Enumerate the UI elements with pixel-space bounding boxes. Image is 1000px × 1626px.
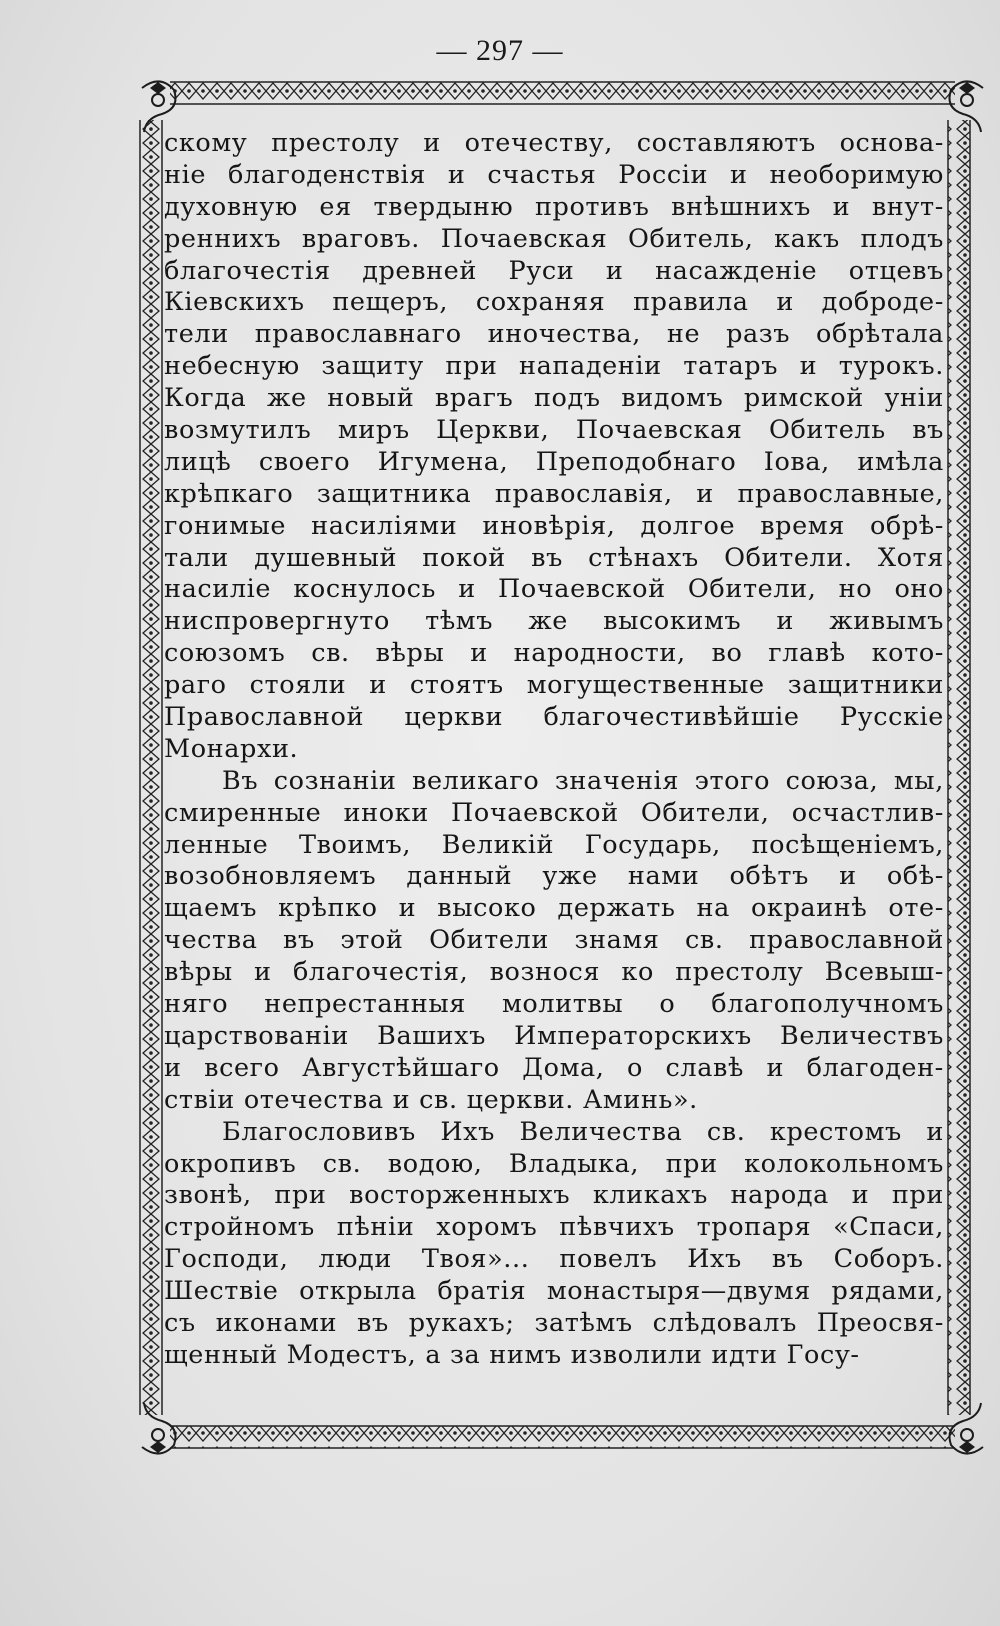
text-line: Господи, люди Твоя»... повелъ Ихъ въ Соборъ.	[164, 1244, 944, 1275]
text-line: раго стояли и стоятъ могущественные защитники	[164, 670, 944, 701]
text-line: смиренные иноки Почаевской Обители, осчастлив-	[164, 797, 944, 828]
body-text	[164, 128, 944, 1372]
text-line: щенный Модестъ, а за нимъ изволили идти Госу-	[164, 1339, 860, 1370]
text-line: духовную ея твердыню противъ внѣшнихъ и внут-	[164, 191, 944, 222]
text-line: Православной церкви благочестивѣйшіе Русскіе	[164, 702, 944, 733]
text-line: возобновляемъ данный уже нами обѣтъ и обѣ-	[164, 861, 944, 892]
page-number: — 297 —	[436, 34, 564, 67]
text-line: союзомъ св. вѣры и народности, во главѣ кото-	[164, 638, 944, 669]
text-line: тали душевный покой въ стѣнахъ Обители. Хотя	[164, 542, 944, 573]
text-line: тели православнаго иночества, не разъ обрѣтала	[164, 319, 944, 350]
text-line: стройномъ пѣніи хоромъ пѣвчихъ тропаря «Спаси,	[164, 1212, 944, 1243]
text-line: небесную защиту при нападеніи татаръ и турокъ.	[164, 351, 944, 382]
text-line: скому престолу и отечеству, составляютъ основа-	[164, 128, 944, 158]
text-line: вѣры и благочестія, вознося ко престолу Всевыш-	[164, 957, 944, 988]
text-line: ленные Твоимъ, Великій Государь, посѣщеніемъ,	[164, 829, 944, 860]
text-line: Когда же новый врагъ подъ видомъ римской уніи	[164, 383, 944, 414]
text-line: ніе благоденствія и счастья Россіи и необоримую	[164, 159, 944, 190]
text-line: звонѣ, при восторженныхъ кликахъ народа и при	[164, 1180, 944, 1211]
text-line: царствованіи Вашихъ Императорскихъ Величествъ	[164, 1020, 944, 1051]
text-line: и всего Августѣйшаго Дома, о славѣ и благоден-	[164, 1052, 944, 1083]
text-line: возмутилъ миръ Церкви, Почаевская Обитель въ	[164, 415, 944, 446]
text-line: няго непрестанныя молитвы о благополучномъ	[164, 989, 944, 1020]
text-line: реннихъ враговъ. Почаевская Обитель, какъ плодъ	[164, 223, 944, 254]
text-line: Благословивъ Ихъ Величества св. крестомъ и	[222, 1116, 944, 1147]
text-line: ствіи отечества и св. церкви. Аминь».	[164, 1084, 698, 1115]
text-line: Монархи.	[164, 733, 299, 764]
text-line: насиліе коснулось и Почаевской Обители, но оно	[164, 574, 944, 605]
text-line: Въ сознаніи великаго значенія этого союза, мы,	[222, 765, 944, 796]
text-line: лицѣ своего Игумена, Преподобнаго Іова, имѣла	[164, 446, 944, 477]
text-line: окропивъ св. водою, Владыка, при колокольномъ	[164, 1148, 944, 1179]
text-line: крѣпкаго защитника православія, и православные,	[164, 478, 944, 509]
text-line: Шествіе открыла братія монастыря—двумя рядами,	[164, 1276, 944, 1307]
text-line: щаемъ крѣпко и высоко держать на окраинѣ оте-	[164, 893, 944, 924]
text-line: съ иконами въ рукахъ; затѣмъ слѣдовалъ Преосвя-	[164, 1307, 944, 1338]
text-line: чества въ этой Обители знамя св. православной	[164, 925, 944, 956]
text-line: ниспровергнуто тѣмъ же высокимъ и живымъ	[164, 606, 944, 637]
text-line: благочестія древней Руси и насажденіе отцевъ	[164, 255, 944, 286]
text-line: гонимые насиліями иновѣрія, долгое время обрѣ-	[164, 510, 944, 541]
text-line: Кіевскихъ пещеръ, сохраняя правила и доброде-	[164, 287, 944, 318]
